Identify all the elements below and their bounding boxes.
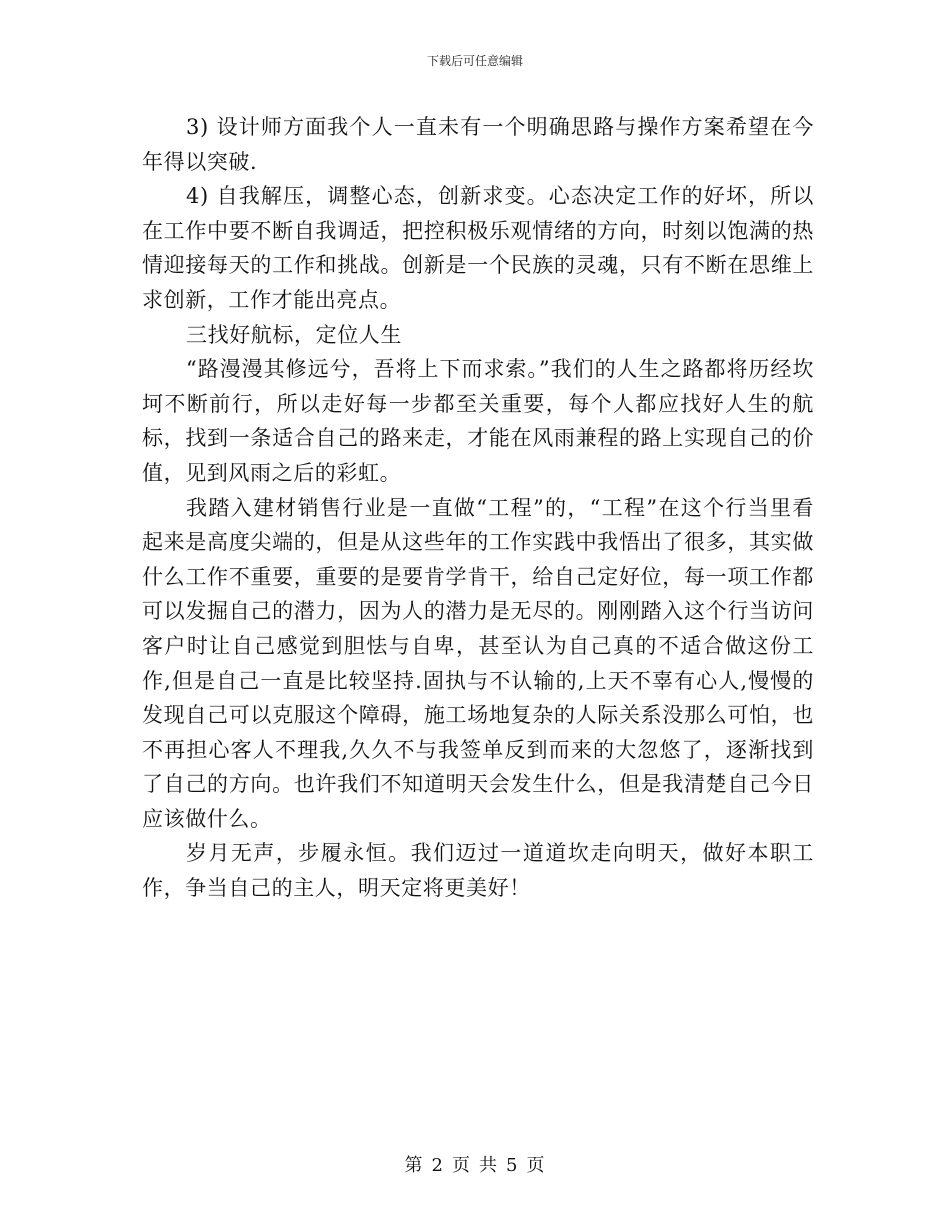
page-header: 下载后可任意编辑 [426, 54, 523, 68]
page-footer [0, 1155, 950, 1177]
paragraph-designer-plan: 3) 设计师方面我个人一直未有一个明确思路与操作方案希望在今年得以突破. [142, 115, 814, 174]
footer-total-pages: 5 [506, 1155, 519, 1176]
paragraph-life-path: “路漫漫其修远兮，吾将上下而求索。”我们的人生之路都将历经坎坷不断前行，所以走好每一步都至关重要，每个人都应找好人生的航标，找到一条适合自己的路来走，才能在风雨兼程的路上实现自己的价值，见到风雨之后的彩虹。 [142, 357, 814, 485]
footer-current-page: 2 [431, 1155, 444, 1176]
footer-total-word: 共 [479, 1155, 498, 1176]
footer-page-word: 页 [452, 1155, 471, 1176]
document-body [142, 110, 814, 906]
paragraph-self-adjustment: 4) 自我解压，调整心态，创新求变。心态决定工作的好坏，所以在工作中要不断自我调适，把控积极乐观情绪的方向，时刻以饱满的热情迎接每天的工作和挑战。创新是一个民族的灵魂，只有不断在思维上求创新，工作才能出亮点。 [142, 184, 814, 312]
footer-suffix: 页 [526, 1155, 546, 1176]
paragraph-sales-experience: 我踏入建材销售行业是一直做“工程”的，“工程”在这个行当里看起来是高度尖端的，但是从这些年的工作实践中我悟出了很多，其实做什么工作不重要，重要的是要肯学肯干，给自己定好位，每一项工作都可以发掘自己的潜力，因为人的潜力是无尽的。刚刚踏入这个行当访问客户时让自己感觉到胆怯与自卑，甚至认为自己真的不适合做这份工作,但是自己一直是比较坚持.固执与不认输的,上天不辜有心人,慢慢的发现自己可以克服这个障碍，施工场地复杂的人际关系没那么可怕，也不再担心客人不理我,久久不与我签单反到而来的大忽悠了，逐渐找到了自己的方向。也许我们不知道明天会发生什么，但是我清楚自己今日应该做什么。 [142, 495, 814, 831]
footer-prefix: 第 [404, 1155, 424, 1176]
paragraph-closing: 岁月无声，步履永恒。我们迈过一道道坎走向明天，做好本职工作，争当自己的主人，明天定将更美好！ [142, 841, 814, 901]
section-heading-find-beacon: 三找好航标，定位人生 [186, 322, 402, 347]
